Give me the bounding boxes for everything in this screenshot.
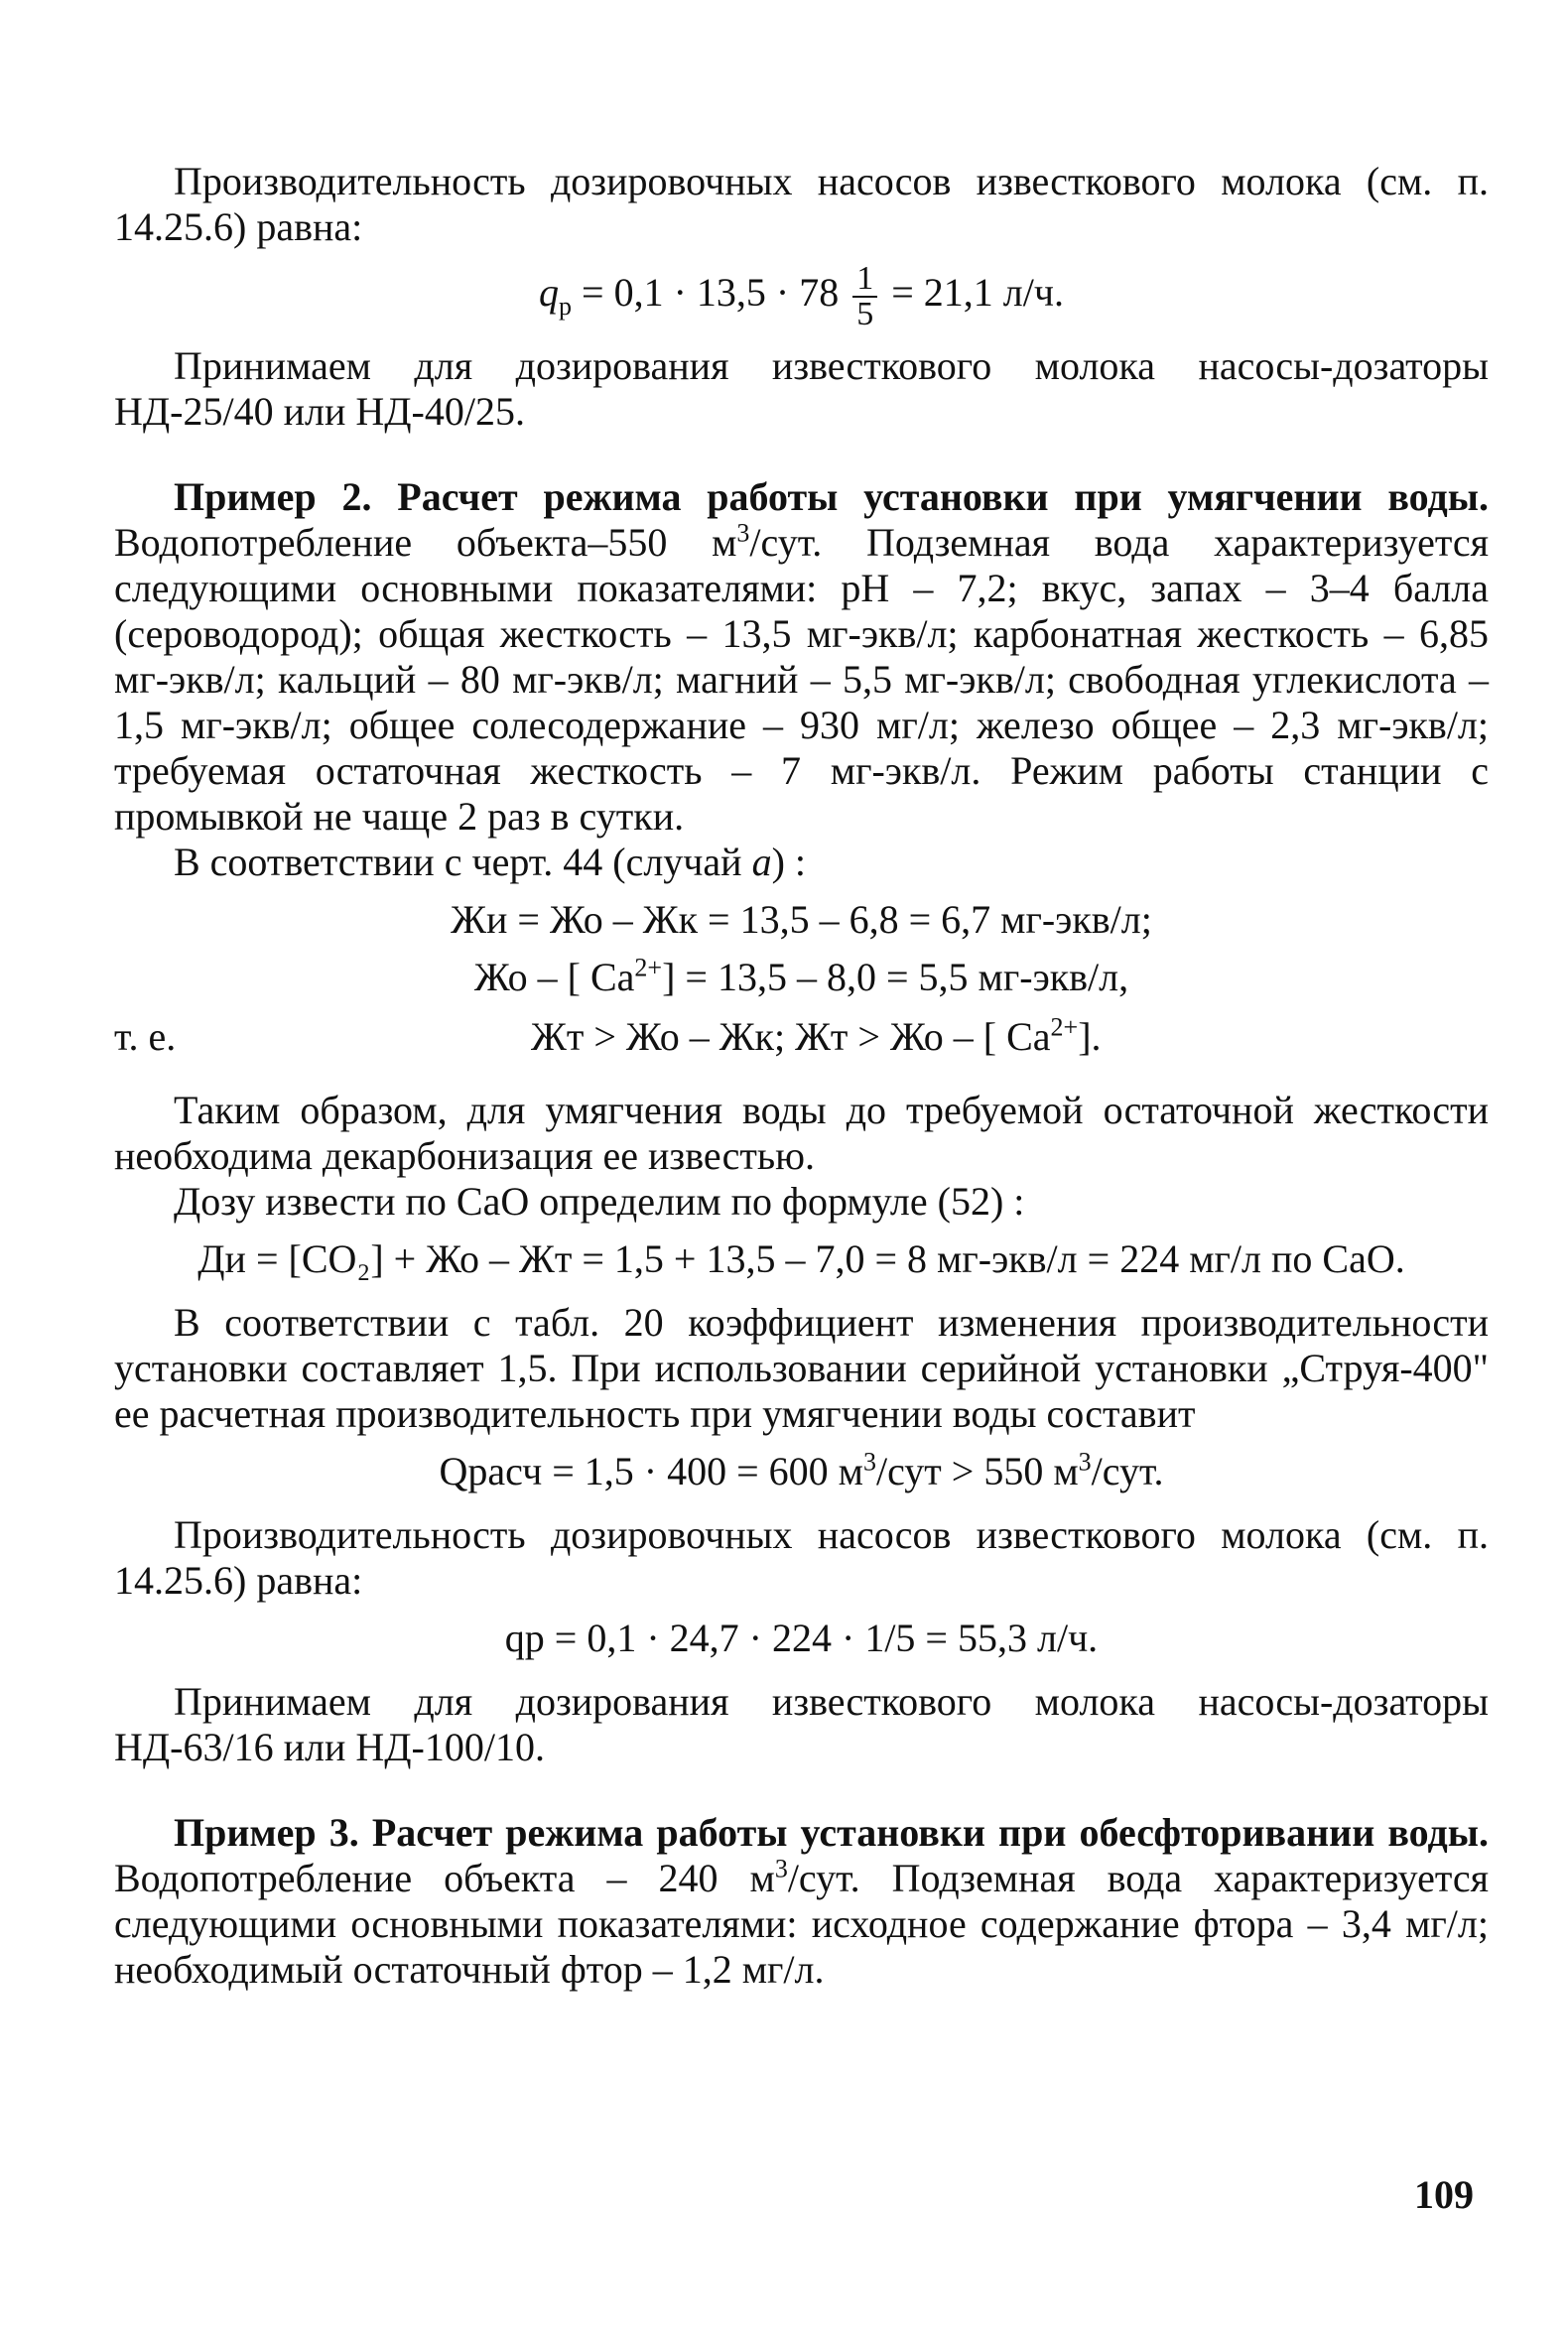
equation-pump-rate-2: qр = 0,1 · 24,7 · 224 · 1/5 = 55,3 л/ч. [504,1616,1099,1660]
eq5-part-b: /сут > 550 м [875,1449,1079,1493]
drawing-ref-b: ) : [771,840,807,884]
paragraph-drawing-ref [114,840,1489,885]
drawing-ref-a: В соответствии с черт. 44 (случай [174,840,752,884]
formula-expr: = 0,1 · 13,5 · 78 [582,270,840,316]
drawing-ref-case: а [751,840,772,884]
paragraph-pump-capacity-2: Производительность дозировочных насосов известкового молока (см. п. 14.25.6) равна: [114,1512,1489,1603]
eq3-part-b: ]. [1078,1014,1102,1059]
example-3-paragraph [114,1810,1489,1993]
eq5-sup-2: 3 [1078,1447,1092,1477]
example-3-sup: 3 [774,1854,788,1883]
equation-lime-dose: Ди = [CO₂] + Жо – Жт = 1,5 + 13,5 – 7,0 = 8 мг-экв/л = 224 мг/л по CaO. [197,1236,1405,1281]
example-2-title: Пример 2. Расчет режима работы установки при умягчении воды. [174,474,1489,519]
eq3-sup: 2+ [1050,1012,1079,1042]
paragraph-pump-capacity-1: Производительность дозировочных насосов известкового молока (см. п. 14.25.6) равна: [114,159,1489,249]
ie-label: т. е. [114,1014,177,1059]
paragraph-capacity-factor: В соответствии с табл. 20 коэффициент изменения производительности установки составляет 1,5. При использовании серийной установки „Струя-400" ее расчетная производительность при умягчении воды составит [114,1300,1489,1436]
eq3-part-a: Жт > Жо – Жк; Жт > Жо – [ Ca [531,1014,1051,1059]
formula-lhs-var: q [539,270,560,316]
example-3-title: Пример 3. Расчет режима работы установки при обесфторивании воды. [174,1810,1489,1855]
formula-result: = 21,1 л/ч. [891,270,1064,316]
equation-hardness-2 [114,955,1489,1000]
paragraph-decarbonization: Таким образом, для умягчения воды до требуемой остаточной жесткости необходима декарбонизация ее известью. [114,1088,1489,1178]
equation-row-ie [114,1014,1489,1060]
fraction-numerator: 1 [852,262,877,298]
formula-fraction [852,262,877,331]
eq2-part-b: ] = 13,5 – 8,0 = 5,5 мг-экв/л, [662,955,1129,999]
equation-hardness-1: Жи = Жо – Жк = 13,5 – 6,8 = 6,7 мг-экв/л; [451,897,1152,942]
paragraph-pumps-accepted-2: Принимаем для дозирования известкового молока насосы-дозаторы НД-63/16 или НД-100/10. [114,1679,1489,1769]
paragraph-pumps-accepted-1: Принимаем для дозирования известкового молока насосы-дозаторы НД-25/40 или НД-40/25. [114,343,1489,434]
example-3-text-a: Водопотребление объекта – 240 м [114,1856,775,1900]
paragraph-lime-dose: Дозу извести по CaO определим по формуле (52) : [174,1179,1025,1224]
example-2-text-a: Водопотребление объекта–550 м [114,520,737,565]
equation-hardness-3 [531,1014,1489,1060]
example-2-sup: 3 [736,518,750,548]
example-3-text-b: /сут. Подземная вода характеризуется следующими основными показателями: исходное содержание фтора – 3,4 мг/л; необходимый остаточный фтор – 1,2 мг/л. [114,1856,1489,1992]
formula-lhs-sub: р [559,292,573,322]
eq2-part-a: Жо – [ Ca [473,955,635,999]
eq5-sup-1: 3 [862,1447,876,1477]
eq5-part-c: /сут. [1091,1449,1164,1493]
page-number: 109 [1414,2172,1474,2217]
eq5-part-a: Qрасч = 1,5 · 400 = 600 м [439,1449,863,1493]
equation-design-capacity [114,1449,1489,1494]
example-2-paragraph [114,474,1489,840]
eq2-sup: 2+ [634,953,663,982]
formula-pump-rate-1 [114,262,1489,331]
example-2-text-b: /сут. Подземная вода характеризуется следующими основными показателями: рН – 7,2; вкус, запах – 3–4 балла (сероводород); общая жесткость – 13,5 мг-экв/л; карбонатная жесткость – 6,85 мг-экв/л; кальций – 80 мг-экв/л; магний – 5,5 мг-экв/л; свободная углекислота – 1,5 мг-экв/л; общее солесодержание – 930 мг/л; железо общее – 2,3 мг-экв/л; требуемая остаточная жесткость – 7 мг-экв/л. Режим работы станции с промывкой не чаще 2 раз в сутки. [114,520,1489,839]
page-content [114,159,1489,1993]
fraction-denominator: 5 [856,296,874,332]
